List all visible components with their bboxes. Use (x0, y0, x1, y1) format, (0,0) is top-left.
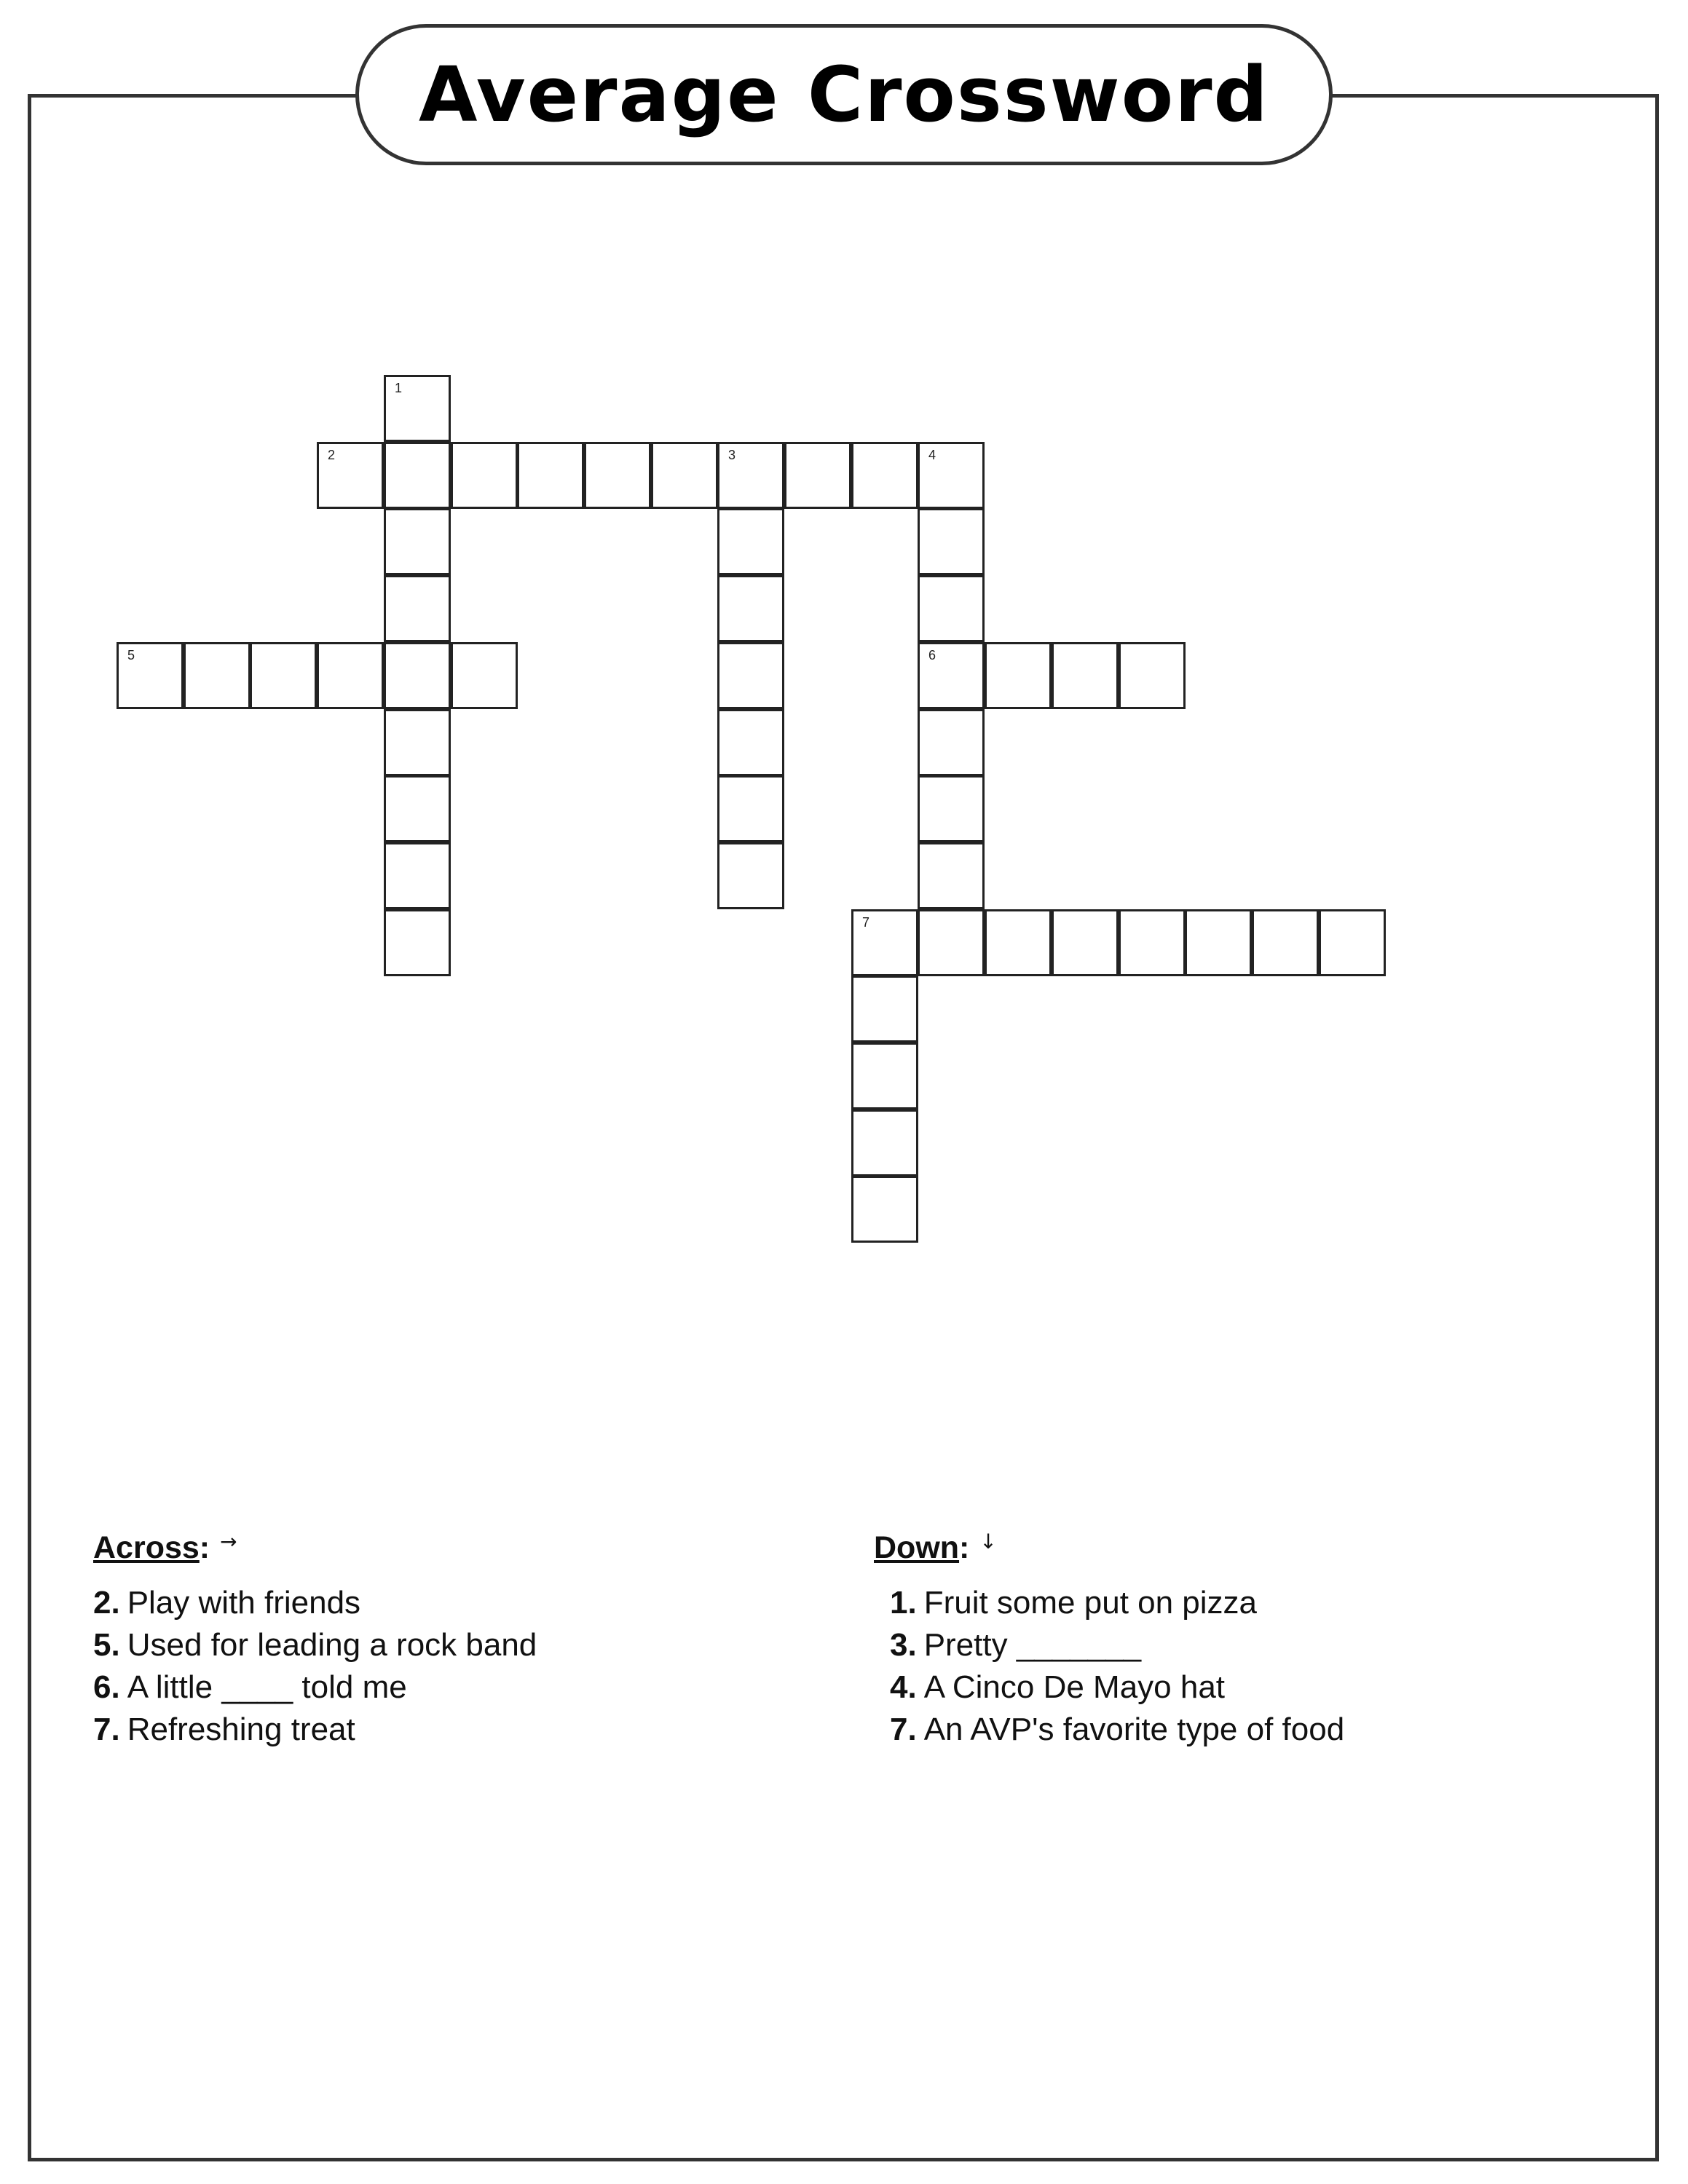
grid-cell[interactable] (918, 642, 985, 709)
clue-text: Refreshing treat (127, 1712, 355, 1747)
clue-down-7 (874, 1709, 1602, 1751)
grid-cell[interactable] (384, 375, 451, 442)
clue-down-3 (874, 1624, 1602, 1666)
across-heading (93, 1525, 792, 1570)
cell-number: 2 (328, 448, 336, 462)
page-title: Average Crossword (419, 50, 1269, 139)
clue-number: 4. (890, 1669, 917, 1705)
grid-cell[interactable] (717, 642, 784, 709)
grid-cell[interactable] (1052, 642, 1119, 709)
down-heading (874, 1525, 1602, 1570)
clue-number: 6. (93, 1669, 120, 1705)
grid-cell[interactable] (851, 976, 918, 1042)
cell-number: 6 (928, 648, 936, 662)
grid-cell[interactable] (384, 508, 451, 575)
clue-down-4 (874, 1666, 1602, 1709)
grid-cell[interactable] (451, 642, 518, 709)
grid-cell[interactable] (1185, 909, 1252, 976)
clue-text: Pretty _______ (923, 1627, 1142, 1663)
grid-cell[interactable] (384, 709, 451, 776)
clue-across-2 (93, 1582, 792, 1624)
clue-text: Play with friends (127, 1585, 361, 1621)
grid-cell[interactable] (1052, 909, 1119, 976)
grid-cell[interactable] (384, 842, 451, 909)
grid-cell[interactable] (384, 909, 451, 976)
grid-cell[interactable] (851, 1176, 918, 1243)
clue-across-6 (93, 1666, 792, 1709)
grid-cell[interactable] (717, 775, 784, 842)
across-clues (93, 1525, 792, 1751)
down-heading-label: Down (874, 1530, 960, 1565)
grid-cell[interactable] (584, 442, 651, 509)
grid-cell[interactable] (384, 642, 451, 709)
grid-cell[interactable] (384, 442, 451, 509)
clue-number: 2. (93, 1585, 120, 1621)
grid-cell[interactable] (918, 442, 985, 509)
across-heading-colon: : (199, 1530, 210, 1565)
down-clues (874, 1525, 1602, 1751)
grid-cell[interactable] (1119, 642, 1186, 709)
grid-cell[interactable] (117, 642, 184, 709)
grid-cell[interactable] (918, 709, 985, 776)
grid-cell[interactable] (918, 909, 985, 976)
grid-cell[interactable] (184, 642, 251, 709)
clue-text: Used for leading a rock band (127, 1627, 537, 1663)
clue-number: 7. (890, 1712, 917, 1747)
down-heading-colon: : (959, 1530, 970, 1565)
right-arrow-icon: → (220, 1530, 237, 1554)
grid-cell[interactable] (985, 909, 1052, 976)
cell-number: 7 (862, 915, 870, 930)
grid-cell[interactable] (1319, 909, 1386, 976)
grid-cell[interactable] (717, 442, 784, 509)
grid-cell[interactable] (918, 575, 985, 642)
clue-down-1 (874, 1582, 1602, 1624)
clue-text: Fruit some put on pizza (923, 1585, 1258, 1621)
clue-number: 5. (93, 1627, 120, 1663)
clue-text: An AVP's favorite type of food (923, 1712, 1345, 1747)
cell-number: 1 (395, 381, 403, 395)
grid-cell[interactable] (717, 508, 784, 575)
grid-cell[interactable] (717, 709, 784, 776)
grid-cell[interactable] (651, 442, 718, 509)
grid-cell[interactable] (384, 775, 451, 842)
grid-cell[interactable] (717, 842, 784, 909)
grid-cell[interactable] (784, 442, 851, 509)
grid-cell[interactable] (1252, 909, 1319, 976)
grid-cell[interactable] (918, 842, 985, 909)
grid-cell[interactable] (384, 575, 451, 642)
grid-cell[interactable] (250, 642, 317, 709)
grid-cell[interactable] (451, 442, 518, 509)
clue-number: 3. (890, 1627, 917, 1663)
clue-across-5 (93, 1624, 792, 1666)
clue-text: A little ____ told me (127, 1669, 407, 1705)
grid-cell[interactable] (918, 508, 985, 575)
clue-number: 7. (93, 1712, 120, 1747)
grid-cell[interactable] (717, 575, 784, 642)
grid-cell[interactable] (317, 442, 384, 509)
clue-text: A Cinco De Mayo hat (923, 1669, 1226, 1705)
grid-cell[interactable] (517, 442, 584, 509)
grid-cell[interactable] (851, 1109, 918, 1176)
cell-number: 4 (928, 448, 936, 462)
grid-cell[interactable] (985, 642, 1052, 709)
grid-cell[interactable] (851, 442, 918, 509)
grid-cell[interactable] (851, 909, 918, 976)
cell-number: 5 (127, 648, 135, 662)
across-heading-label: Across (93, 1530, 200, 1565)
grid-cell[interactable] (851, 1042, 918, 1109)
cell-number: 3 (728, 448, 736, 462)
grid-cell[interactable] (317, 642, 384, 709)
clue-across-7 (93, 1709, 792, 1751)
grid-cell[interactable] (918, 775, 985, 842)
grid-cell[interactable] (1119, 909, 1186, 976)
down-arrow-icon: ↓ (979, 1530, 997, 1554)
clue-number: 1. (890, 1585, 917, 1621)
